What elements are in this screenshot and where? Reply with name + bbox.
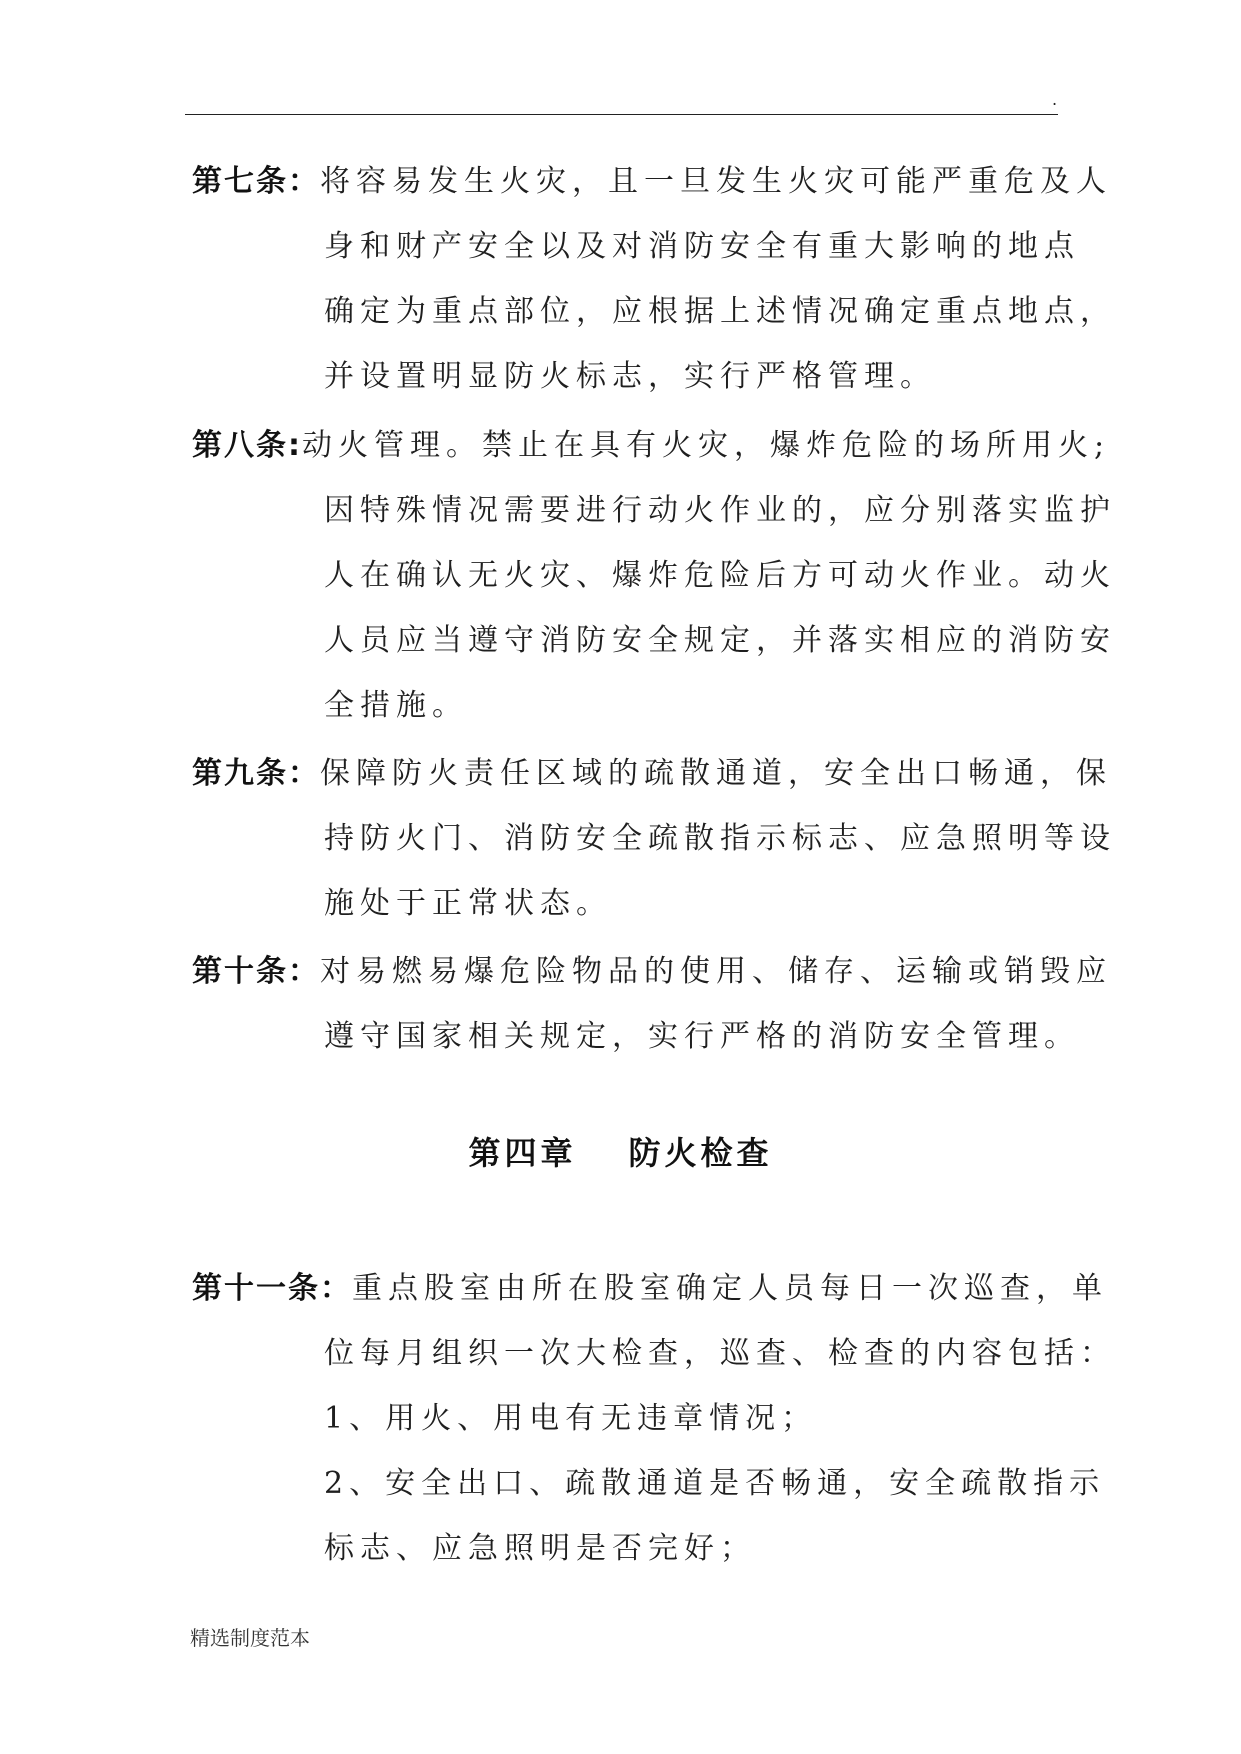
article-8-text-3: 人在确认无火灾、爆炸危险后方可动火作业。动火: [324, 558, 1116, 593]
article-9: [192, 741, 1116, 936]
article-8-line-5: [192, 673, 1058, 738]
article-7-text-1: 将容易发生火灾，且一旦发生火灾可能严重危及人: [320, 164, 1112, 199]
article-11-text-2: 位每月组织一次大检查，巡查、检查的内容包括：: [324, 1336, 1116, 1371]
article-7-text-4: 并设置明显防火标志，实行严格管理。: [324, 359, 936, 394]
header-rule: [185, 114, 1058, 115]
article-8-line-2: [192, 478, 1116, 543]
article-10: [192, 939, 1112, 1069]
article-7-text-2: 身和财产安全以及对消防安全有重大影响的地点: [324, 229, 1080, 264]
article-7-label: 第七条：: [192, 164, 320, 199]
article-9-line-2: [192, 806, 1116, 871]
chapter-title: 防火检查: [628, 1134, 773, 1172]
article-7-line-1: [192, 149, 1112, 214]
article-8-line-4: [192, 608, 1116, 673]
article-9-line-3: [192, 871, 1058, 936]
article-11-line-4: [192, 1451, 1106, 1516]
article-11-text-1: 重点股室由所在股室确定人员每日一次巡查，单: [352, 1271, 1108, 1306]
article-8-text-5: 全措施。: [324, 688, 468, 723]
header-mark: .: [1052, 90, 1058, 109]
article-9-text-2: 持防火门、消防安全疏散指示标志、应急照明等设: [324, 821, 1116, 856]
article-10-text-1: 对易燃易爆危险物品的使用、储存、运输或销毁应: [320, 954, 1112, 989]
article-8-text-2: 因特殊情况需要进行动火作业的，应分别落实监护: [324, 493, 1116, 528]
article-11-line-3: [192, 1386, 1058, 1451]
article-8-label: 第八条:: [192, 428, 302, 463]
article-8-text-4: 人员应当遵守消防安全规定，并落实相应的消防安: [324, 623, 1116, 658]
article-7-line-2: [192, 214, 1080, 279]
article-11-line-1: [192, 1256, 1108, 1321]
article-8-line-1: [192, 413, 1111, 478]
footer-text: 精选制度范本: [190, 1626, 310, 1650]
article-9-line-1: [192, 741, 1112, 806]
article-9-text-1: 保障防火责任区域的疏散通道，安全出口畅通，保: [320, 756, 1112, 791]
article-11-label: 第十一条：: [192, 1271, 352, 1306]
article-11-line-2: [192, 1321, 1116, 1386]
article-8: [192, 413, 1116, 738]
chapter-number: 第四章: [468, 1134, 577, 1172]
article-8-line-3: [192, 543, 1116, 608]
article-9-label: 第九条：: [192, 756, 320, 791]
article-7-line-4: [192, 344, 1058, 409]
article-8-text-1: 动火管理。禁止在具有火灾，爆炸危险的场所用火;: [302, 428, 1111, 463]
article-11: [192, 1256, 1116, 1581]
article-11-text-3: 1、用火、用电有无违章情况；: [324, 1401, 818, 1436]
article-10-label: 第十条：: [192, 954, 320, 989]
article-7-line-3: [192, 279, 1116, 344]
article-9-text-3: 施处于正常状态。: [324, 886, 612, 921]
article-7-text-3: 确定为重点部位，应根据上述情况确定重点地点，: [324, 294, 1116, 329]
article-7: [192, 149, 1116, 409]
article-11-line-5: [192, 1516, 1058, 1581]
article-11-text-5: 标志、应急照明是否完好；: [324, 1531, 756, 1566]
chapter-heading: [0, 1128, 1241, 1174]
article-10-line-2: [192, 1004, 1080, 1069]
article-11-text-4: 2、安全出口、疏散通道是否畅通，安全疏散指示: [324, 1466, 1106, 1501]
article-10-line-1: [192, 939, 1112, 1004]
article-10-text-2: 遵守国家相关规定，实行严格的消防安全管理。: [324, 1019, 1080, 1054]
